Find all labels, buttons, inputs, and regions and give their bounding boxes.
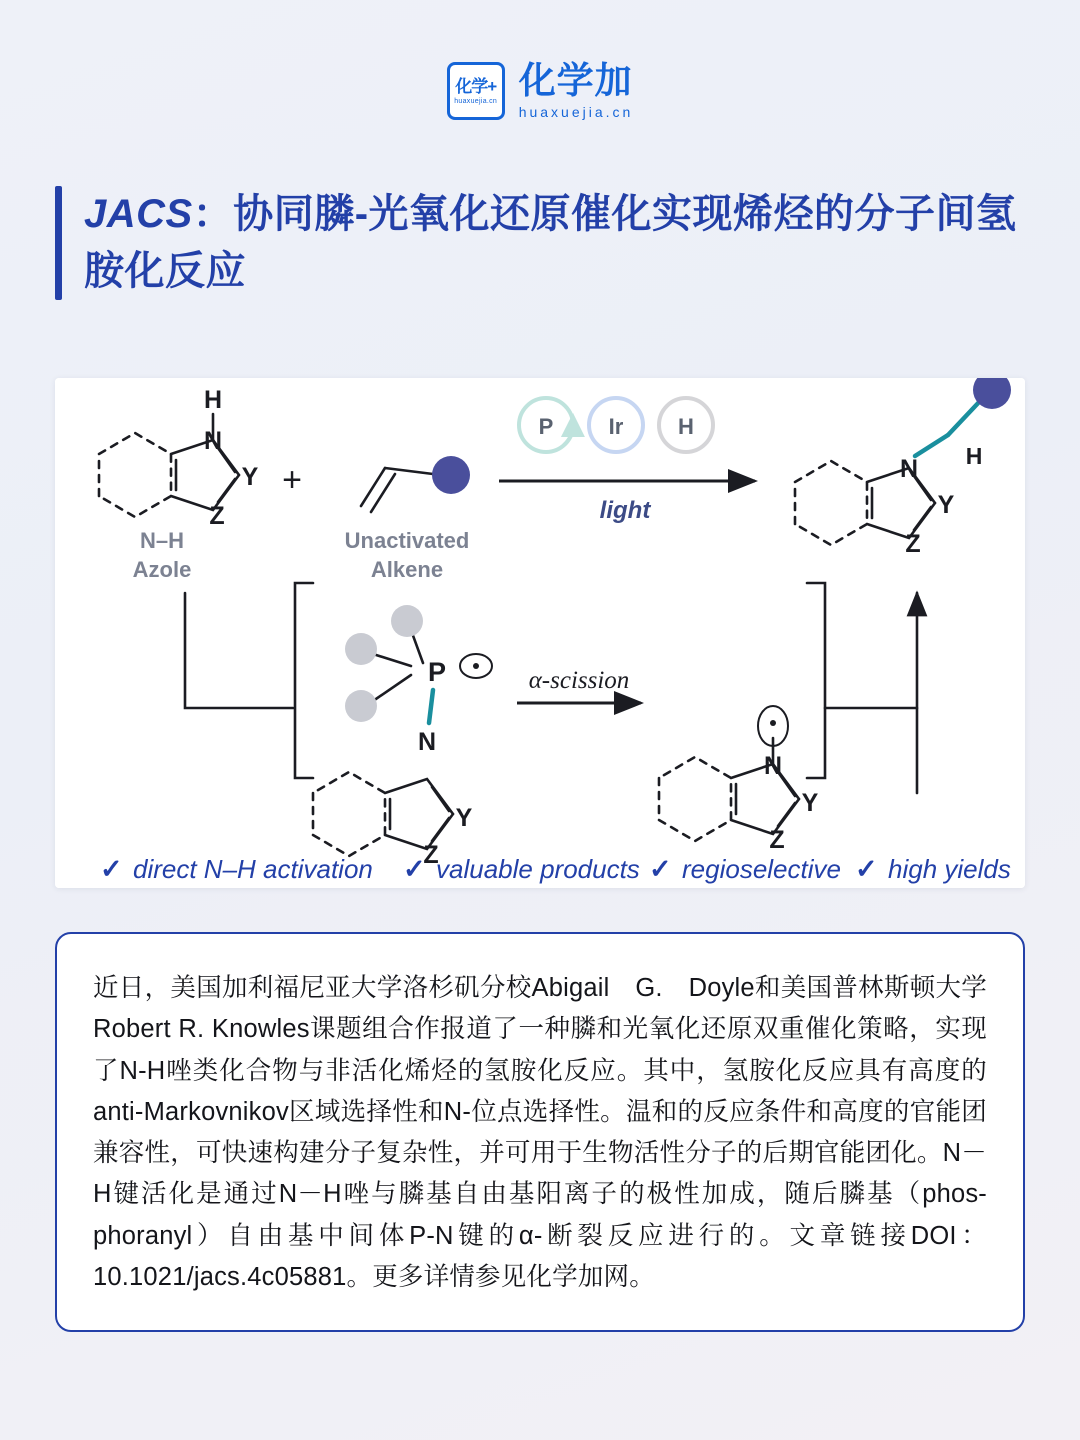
product-atom-label-Z: Z [905, 530, 921, 558]
abstract-card [55, 932, 1025, 1332]
feature-label-3: high yields [888, 854, 1011, 884]
logo-wordmark [519, 62, 634, 120]
reaction-arrow-label: light [599, 497, 651, 524]
logo-name-cn: 化学加 [518, 60, 633, 102]
radical-dot-2 [770, 720, 776, 726]
title-text [84, 186, 1040, 300]
logo-name-en: huaxuejia.cn [518, 103, 634, 120]
mechanism-arrow-label: α-scission [528, 667, 630, 694]
feature-label-2: regioselective [682, 854, 841, 884]
title-journal: JACS [84, 192, 193, 236]
site-logo [0, 62, 1080, 120]
abstract-body: 近日，美国加利福尼亚大学洛杉矶分校Abigail G. Doyle和美国普林斯顿大学Robert R. Knowles课题组合作报道了一种膦和光氧化还原双重催化策略，实现了N-H唑类化合物与非活化烯烃的氢胺化反应。其中，氢胺化反应具有高度的anti-Markovnikov区域选择性和N-位点选择性。温和的反应条件和高度的官能团兼容性，可快速构建分子复杂性，并可用于生物活性分子的后期官能团化。N－H键活化是通过N－H唑与膦基自由基阳离子的极性加成，随后膦基（phos-phoranyl）自由基中间体P-N键的α-断裂反应进行的。文章链接DOI：10.1021/jacs.4c05881。更多详情参见化学加网。 [93, 974, 987, 1292]
reactant-right-label-line1: Unactivated [344, 528, 470, 553]
catalyst-cycle-label-ir: Ir [608, 414, 624, 439]
atom-label-P: P [427, 657, 447, 687]
reactant-right-label-line2: Alkene [370, 557, 444, 582]
intermediate-atom-label-Z: Z [423, 841, 439, 869]
feature-check-3: ✓ [855, 854, 878, 884]
radical-dot-1 [473, 663, 479, 669]
title-headline: 协同膦-光氧化还原催化实现烯烃的分子间氢胺化反应 [84, 192, 1017, 293]
atom-label-Z: Z [209, 502, 225, 530]
radical-atom-label-Z: Z [769, 826, 785, 854]
logo-mark-icon [447, 62, 505, 120]
feature-label-1: valuable products [436, 854, 640, 884]
product-atom-label-Y: Y [937, 491, 955, 519]
atom-label-Y: Y [241, 463, 259, 491]
feature-check-1: ✓ [403, 854, 426, 884]
intermediate-atom-label-Y: Y [455, 804, 473, 832]
logo-mark-top-text: 化学+ [455, 76, 497, 96]
catalyst-cycle-label-h: H [678, 414, 694, 439]
logo-mark-bottom-text: huaxuejia.cn [454, 97, 498, 105]
plus-sign: + [282, 461, 302, 499]
title-accent-bar [55, 186, 62, 300]
alkene-sphere [432, 456, 470, 494]
phosphine-sub-sphere-2 [345, 633, 377, 665]
feature-check-2: ✓ [649, 854, 672, 884]
catalyst-cycle-label-p: P [538, 414, 554, 439]
product-atom-label-H: H [965, 443, 983, 469]
title-separator: ： [192, 192, 234, 236]
phosphine-sub-sphere-3 [345, 690, 377, 722]
feature-label-0: direct N–H activation [133, 854, 373, 884]
reactant-left-label-line1: N–H [139, 528, 185, 553]
radical-atom-label-Y: Y [801, 789, 819, 817]
atom-label-H: H [203, 386, 223, 414]
intermediate-atom-label-N: N [417, 728, 437, 756]
atom-label-N: N [203, 427, 223, 455]
reactant-left-label-line2: Azole [132, 557, 192, 582]
radical-atom-label-N: N [763, 752, 783, 780]
feature-check-0: ✓ [100, 854, 123, 884]
graphical-abstract-card [55, 378, 1025, 888]
product-atom-label-N: N [899, 455, 919, 483]
page-title [55, 186, 1040, 300]
graphical-abstract-image [55, 378, 1025, 888]
phosphine-sub-sphere-1 [391, 605, 423, 637]
